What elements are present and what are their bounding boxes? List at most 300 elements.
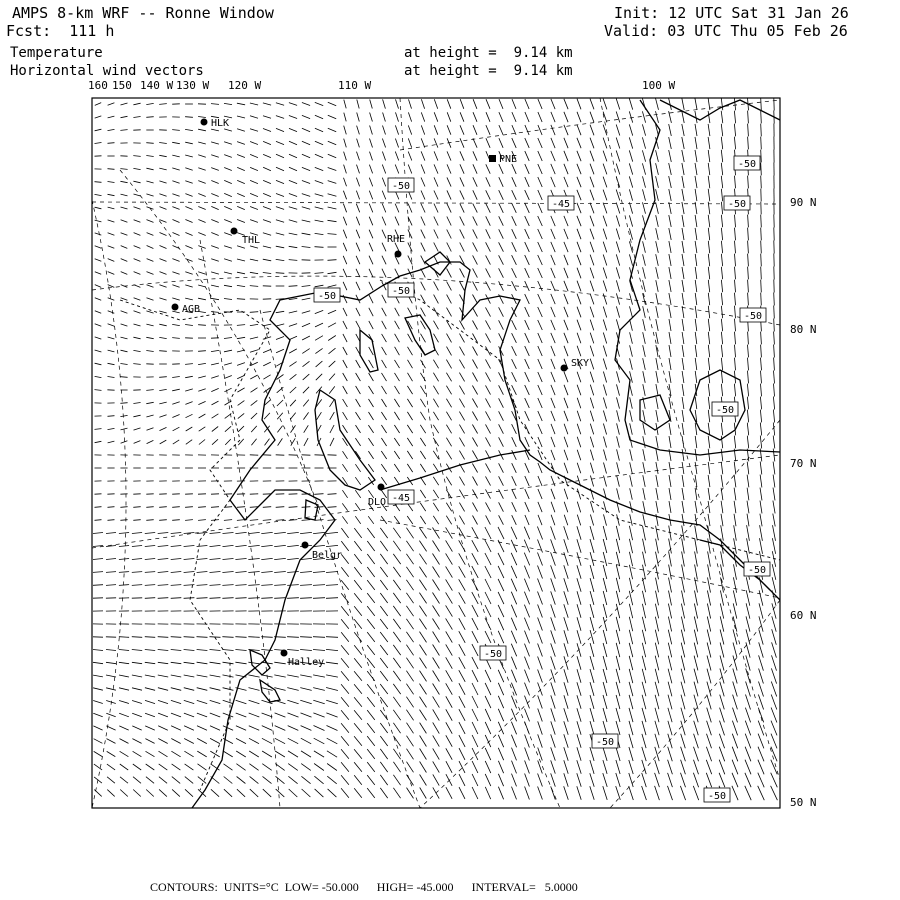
wind-vector <box>603 372 606 383</box>
wind-vector <box>486 216 491 225</box>
wind-vector <box>747 384 748 397</box>
wind-vector <box>211 220 218 223</box>
wind-vector <box>289 141 297 144</box>
wind-vector <box>669 215 671 227</box>
wind-vector <box>629 228 632 239</box>
wind-vector <box>146 143 153 144</box>
wind-vector <box>185 194 192 197</box>
wind-vector <box>395 334 400 342</box>
wind-vector <box>590 385 593 396</box>
wind-vector <box>538 774 543 787</box>
wind-vector <box>603 708 607 722</box>
wind-vector <box>354 554 361 564</box>
wind-vector <box>447 125 451 134</box>
wind-vector <box>354 775 362 785</box>
wind-vector <box>367 593 375 603</box>
wind-vector <box>538 255 543 265</box>
wind-vector <box>380 775 387 785</box>
station-belgr <box>302 542 343 562</box>
wind-vector <box>512 385 517 395</box>
wind-vector <box>108 520 115 521</box>
wind-vector <box>341 619 349 628</box>
wind-vector <box>446 709 452 720</box>
wind-vector <box>772 616 776 631</box>
wind-vector <box>761 163 762 176</box>
wind-vector <box>326 649 338 650</box>
wind-vector <box>616 565 619 579</box>
wind-vector <box>262 751 272 757</box>
wind-vector <box>134 272 141 275</box>
wind-vector <box>695 526 698 541</box>
wind-vector <box>108 311 115 314</box>
wind-vector <box>265 439 270 446</box>
wind-vector <box>459 631 465 643</box>
wind-vector <box>525 372 530 382</box>
wind-vector <box>694 695 698 710</box>
wind-vector <box>603 424 606 435</box>
wind-vector <box>132 585 142 586</box>
wind-vector <box>369 373 374 381</box>
wind-vector <box>382 256 386 265</box>
wind-vector <box>590 695 594 709</box>
wind-vector <box>354 697 362 707</box>
wind-vector <box>460 269 465 278</box>
wind-vector <box>263 141 271 144</box>
wind-vector <box>616 578 619 592</box>
wind-vector <box>93 559 103 560</box>
wind-vector <box>512 242 517 252</box>
wind-vector <box>577 294 581 305</box>
wind-vector <box>395 217 399 226</box>
wind-vector <box>210 662 221 664</box>
wind-vector <box>301 726 312 731</box>
wind-vector <box>498 696 503 708</box>
wind-vector <box>538 320 543 330</box>
wind-vector <box>485 631 491 643</box>
wind-vector <box>577 385 581 396</box>
wind-vector <box>93 650 103 651</box>
wind-vector <box>734 488 736 501</box>
wind-vector <box>577 203 581 213</box>
wind-vector <box>433 412 438 420</box>
wind-vector <box>761 280 762 293</box>
wind-vector <box>747 410 748 423</box>
wind-vector <box>525 631 530 644</box>
wind-vector <box>159 194 166 196</box>
wind-vector <box>211 246 219 249</box>
wind-vector <box>758 734 764 749</box>
wind-vector <box>328 789 337 797</box>
wind-vector <box>643 462 645 474</box>
wind-vector <box>590 268 594 279</box>
wind-vector <box>344 100 346 109</box>
wind-vector <box>382 269 386 278</box>
wind-vector <box>603 164 607 175</box>
wind-vector <box>564 320 568 330</box>
wind-vector <box>381 516 387 524</box>
wind-vector <box>629 552 632 566</box>
wind-vector <box>617 384 620 395</box>
wind-vector <box>682 202 684 214</box>
wind-vector <box>498 683 503 695</box>
wind-vector <box>172 789 180 796</box>
wind-vector <box>577 138 581 148</box>
wind-vector <box>773 475 775 488</box>
wind-vector <box>434 230 438 239</box>
height-label-2: at height = 9.14 km <box>404 63 573 79</box>
wind-vector <box>210 545 221 546</box>
wind-vector <box>250 103 258 105</box>
wind-vector <box>263 193 271 196</box>
wind-vector <box>512 502 517 512</box>
wind-vector <box>760 436 761 449</box>
wind-vector <box>485 774 491 786</box>
wind-vector <box>313 598 325 599</box>
wind-vector <box>108 116 115 118</box>
wind-vector <box>590 190 594 201</box>
wind-vector <box>341 580 349 590</box>
wind-vector <box>668 630 671 645</box>
wind-vector <box>433 580 440 591</box>
wind-vector <box>354 749 362 759</box>
wind-vector <box>721 215 722 227</box>
wind-vector <box>681 617 684 632</box>
wind-vector <box>655 630 658 645</box>
wind-vector <box>656 578 659 593</box>
wind-vector <box>120 377 127 378</box>
wind-vector <box>616 617 620 631</box>
wind-vector <box>160 207 167 210</box>
wind-vector <box>603 669 607 683</box>
wind-vector <box>237 116 245 118</box>
wind-vector <box>210 572 221 573</box>
wind-vector <box>472 735 478 747</box>
wind-vector <box>433 709 440 720</box>
wind-vector <box>616 229 619 240</box>
wind-vector <box>159 389 166 390</box>
wind-vector <box>185 402 192 405</box>
wind-vector <box>447 203 451 212</box>
wind-vector <box>119 650 129 651</box>
wind-vector <box>198 194 205 197</box>
wind-vector <box>95 129 102 131</box>
wind-vector <box>393 645 400 655</box>
wind-vector <box>460 164 464 173</box>
wind-vector <box>511 722 516 735</box>
wind-vector <box>551 708 555 721</box>
wind-vector <box>629 565 632 579</box>
wind-vector <box>656 384 658 396</box>
wind-vector <box>577 424 581 435</box>
wind-vector <box>512 112 516 122</box>
wind-vector <box>356 217 359 226</box>
wind-vector <box>551 669 555 682</box>
wind-vector <box>590 463 593 474</box>
wind-vector <box>343 425 348 433</box>
wind-vector <box>630 462 633 473</box>
wind-vector <box>629 254 632 265</box>
wind-vector <box>106 572 116 573</box>
wind-vector <box>524 592 529 605</box>
wind-vector <box>276 337 284 340</box>
wind-vector <box>394 516 400 524</box>
wind-vector <box>395 152 398 161</box>
wind-vector <box>708 215 710 227</box>
wind-vector <box>761 228 762 241</box>
wind-vector <box>315 220 324 222</box>
wind-vector <box>590 604 594 618</box>
wind-vector <box>760 462 762 475</box>
wind-vector <box>159 415 166 417</box>
wind-vector <box>538 489 542 499</box>
wind-vector <box>577 669 581 683</box>
wind-vector <box>315 789 324 797</box>
wind-vector <box>171 533 182 534</box>
wind-vector <box>330 425 334 433</box>
wind-vector <box>682 228 684 240</box>
wind-vector <box>760 501 762 514</box>
wind-vector <box>121 272 128 275</box>
wind-vector <box>185 233 192 236</box>
wind-vector <box>669 280 671 292</box>
wind-vector <box>276 246 284 248</box>
wind-vector <box>341 788 349 797</box>
wind-vector <box>446 386 451 395</box>
wind-vector <box>369 191 372 200</box>
wind-vector <box>511 566 517 578</box>
wind-vector <box>603 242 607 253</box>
wind-vector <box>655 669 659 683</box>
wind-vector <box>642 734 646 748</box>
wind-vector <box>695 189 697 201</box>
wind-vector <box>341 632 349 641</box>
wind-vector <box>421 204 425 213</box>
wind-vector <box>328 336 336 341</box>
wind-vector <box>146 156 153 157</box>
wind-vector <box>629 630 632 644</box>
wind-vector <box>551 411 555 421</box>
wind-vector <box>172 520 180 521</box>
wind-vector <box>393 619 400 629</box>
wind-vector <box>121 350 128 352</box>
wind-vector <box>287 637 299 638</box>
wind-vector <box>538 644 543 657</box>
wind-vector <box>603 617 607 631</box>
wind-vector <box>171 751 180 757</box>
wind-vector <box>289 220 297 222</box>
wind-vector <box>198 507 206 508</box>
wind-vector <box>95 259 102 262</box>
wind-vector <box>656 267 659 279</box>
wind-vector <box>406 710 413 721</box>
wind-vector <box>236 751 246 757</box>
wind-vector <box>708 189 710 201</box>
wind-vector <box>134 441 141 444</box>
wind-vector <box>121 259 128 262</box>
wind-vector <box>590 216 594 227</box>
svg-text:-50: -50 <box>392 286 411 297</box>
wind-vector <box>459 696 465 708</box>
wind-vector <box>407 775 414 786</box>
wind-vector <box>720 643 724 658</box>
wind-vector <box>590 320 594 331</box>
wind-vector <box>121 103 128 105</box>
wind-vector <box>276 273 285 274</box>
wind-vector <box>421 217 425 226</box>
wind-vector <box>761 371 762 384</box>
wind-vector <box>472 605 478 617</box>
wind-vector <box>551 747 556 760</box>
wind-vector <box>668 604 671 619</box>
wind-vector <box>276 180 284 183</box>
wind-vector <box>551 294 555 304</box>
wind-vector <box>668 734 672 748</box>
wind-vector <box>159 402 166 404</box>
wind-vector <box>656 228 659 240</box>
wind-vector <box>433 438 438 446</box>
wind-vector <box>748 267 749 280</box>
wind-vector <box>447 269 452 278</box>
wind-vector <box>393 567 400 577</box>
wind-vector <box>341 736 349 745</box>
wind-vector <box>381 412 386 420</box>
wind-vector <box>577 682 581 696</box>
wind-vector <box>551 346 555 356</box>
wind-vector <box>223 688 234 691</box>
wind-vector <box>237 206 245 209</box>
wind-vector <box>551 307 555 317</box>
wind-vector <box>197 713 207 717</box>
wind-vector <box>603 786 607 800</box>
wind-vector <box>210 675 221 677</box>
wind-vector <box>773 449 775 462</box>
wind-vector <box>616 151 620 162</box>
wind-vector <box>238 426 244 432</box>
wind-vector <box>643 280 646 292</box>
wind-vector <box>121 324 128 326</box>
wind-vector <box>446 412 451 421</box>
wind-vector <box>735 332 736 345</box>
wind-vector <box>420 516 425 524</box>
wind-vector <box>343 321 347 329</box>
wind-vector <box>341 671 349 680</box>
wind-vector <box>223 533 234 534</box>
wind-vector <box>393 710 400 720</box>
wind-vector <box>343 204 346 213</box>
wind-vector <box>276 141 284 144</box>
wind-vector <box>746 590 750 605</box>
wind-vector <box>395 204 399 213</box>
wind-vector <box>695 578 698 593</box>
wind-vector <box>380 541 387 551</box>
wind-vector <box>421 256 426 265</box>
wind-vector <box>473 99 477 109</box>
wind-vector <box>707 643 711 658</box>
wind-vector <box>498 735 503 747</box>
wind-vector <box>383 113 386 122</box>
wind-vector <box>642 695 646 709</box>
wind-vector <box>604 450 607 461</box>
wind-vector <box>434 204 438 213</box>
wind-vector <box>369 412 374 420</box>
wind-vector <box>329 386 335 393</box>
wind-vector <box>721 137 722 149</box>
wind-vector <box>499 372 504 381</box>
wind-vector <box>367 749 375 759</box>
wind-vector <box>381 425 386 433</box>
wind-vector <box>134 324 141 326</box>
wind-vector <box>682 280 684 292</box>
wind-vector <box>499 242 504 251</box>
wind-vector <box>656 163 659 175</box>
wind-vector <box>669 267 671 279</box>
wind-vector <box>367 736 375 746</box>
wind-vector <box>406 619 413 629</box>
wind-vector <box>485 761 491 773</box>
wind-vector <box>382 295 386 303</box>
wind-vector <box>328 507 337 508</box>
wind-vector <box>198 117 206 118</box>
wind-vector <box>342 503 347 510</box>
wind-vector <box>473 112 477 122</box>
wind-vector <box>643 384 645 396</box>
wind-vector <box>119 701 129 704</box>
wind-vector <box>525 125 529 135</box>
wind-vector <box>369 230 373 239</box>
wind-vector <box>761 254 762 267</box>
wind-vector <box>551 630 556 643</box>
wind-vector <box>499 229 504 238</box>
wind-vector <box>511 735 516 748</box>
lon-label-160: 160 <box>88 79 108 92</box>
wind-vector <box>369 256 373 265</box>
wind-vector <box>224 789 232 797</box>
wind-vector <box>525 489 529 499</box>
wind-vector <box>133 403 140 404</box>
wind-vector <box>459 579 466 590</box>
wind-vector <box>538 579 543 592</box>
wind-vector <box>367 606 375 616</box>
wind-vector <box>370 152 373 161</box>
wind-vector <box>669 436 671 448</box>
wind-vector <box>159 764 168 770</box>
wind-vector <box>771 734 777 749</box>
wind-vector <box>313 572 325 573</box>
field-label-temperature: Temperature <box>10 45 103 61</box>
wind-vector <box>719 760 725 775</box>
wind-vector <box>603 760 607 774</box>
wind-vector <box>682 410 684 422</box>
wind-vector <box>616 539 619 553</box>
wind-vector <box>577 539 581 553</box>
island-berkner <box>315 390 375 490</box>
wind-vector <box>382 139 385 148</box>
wind-vector <box>695 319 697 331</box>
wind-vector <box>551 359 555 369</box>
wind-vector <box>655 721 659 735</box>
wind-vector <box>198 325 206 326</box>
wind-vector <box>656 436 658 448</box>
wind-vector <box>185 325 193 326</box>
wind-vector <box>355 503 360 511</box>
wind-vector <box>119 546 129 547</box>
wind-vector <box>551 437 555 447</box>
wind-vector <box>447 217 451 226</box>
wind-vector <box>263 789 271 797</box>
wind-vector <box>237 325 245 326</box>
wind-vector <box>394 464 399 472</box>
wind-vector <box>590 138 594 149</box>
